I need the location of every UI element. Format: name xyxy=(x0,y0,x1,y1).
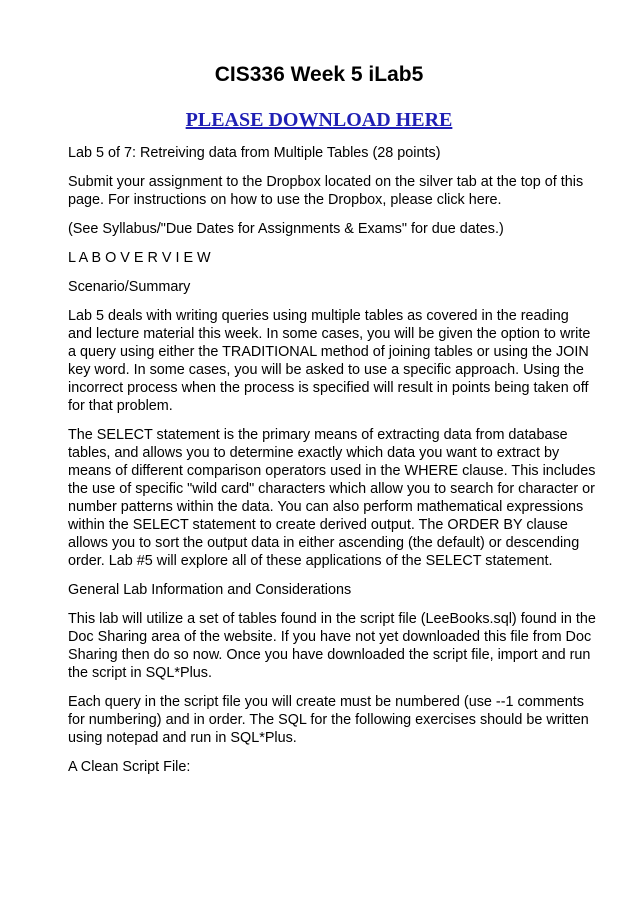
page-title: CIS336 Week 5 iLab5 xyxy=(214,63,424,86)
download-link-container xyxy=(0,108,638,132)
lab-heading: Lab 5 of 7: Retreiving data from Multiple Tables (28 points) xyxy=(68,145,441,161)
document-body xyxy=(68,144,596,787)
lab-overview-heading: L A B O V E R V I E W xyxy=(68,250,211,266)
clean-script-heading: A Clean Script File: xyxy=(68,759,191,775)
general-info-heading: General Lab Information and Considerations xyxy=(68,582,352,598)
select-statement-paragraph: The SELECT statement is the primary means of extracting data from database tables, and allows you to determine exactly which data you want to extract by means of different comparison operators used in the WHERE clause. This includes the use of specific "wild card" characters which allow you to search for character or number patterns within the data. You can also perform mathematical expressions within the SELECT statement to create derived output. The ORDER BY clause allows you to sort the output data in either ascending (the default) or descending order. Lab #5 will explore all of these applications of the SELECT statement. xyxy=(68,427,596,569)
query-numbering-paragraph: Each query in the script file you will create must be numbered (use --1 comments for numbering) and in order. The SQL for the following exercises should be written using notepad and run in SQL*Plus. xyxy=(68,694,589,746)
script-file-paragraph: This lab will utilize a set of tables found in the script file (LeeBooks.sql) found in the Doc Sharing area of the website. If you have not yet downloaded this file from Doc Sharing then do so now. Once you have downloaded the script file, import and run the script in SQL*Plus. xyxy=(68,611,596,681)
scenario-paragraph: Lab 5 deals with writing queries using multiple tables as covered in the reading and lecture material this week. In some cases, you will be given the option to write a query using either the TRADITIONAL method of joining tables or using the JOIN key word. In some cases, you will be asked to use a specific approach. Using the incorrect process when the process is specified will result in points being taken off for that problem. xyxy=(68,308,591,414)
submission-instructions: Submit your assignment to the Dropbox located on the silver tab at the top of this page. For instructions on how to use the Dropbox, please click here. xyxy=(68,174,584,208)
scenario-heading: Scenario/Summary xyxy=(68,279,191,295)
download-link[interactable]: PLEASE DOWNLOAD HERE xyxy=(185,109,453,131)
due-dates-note: (See Syllabus/"Due Dates for Assignments & Exams" for due dates.) xyxy=(68,221,504,237)
